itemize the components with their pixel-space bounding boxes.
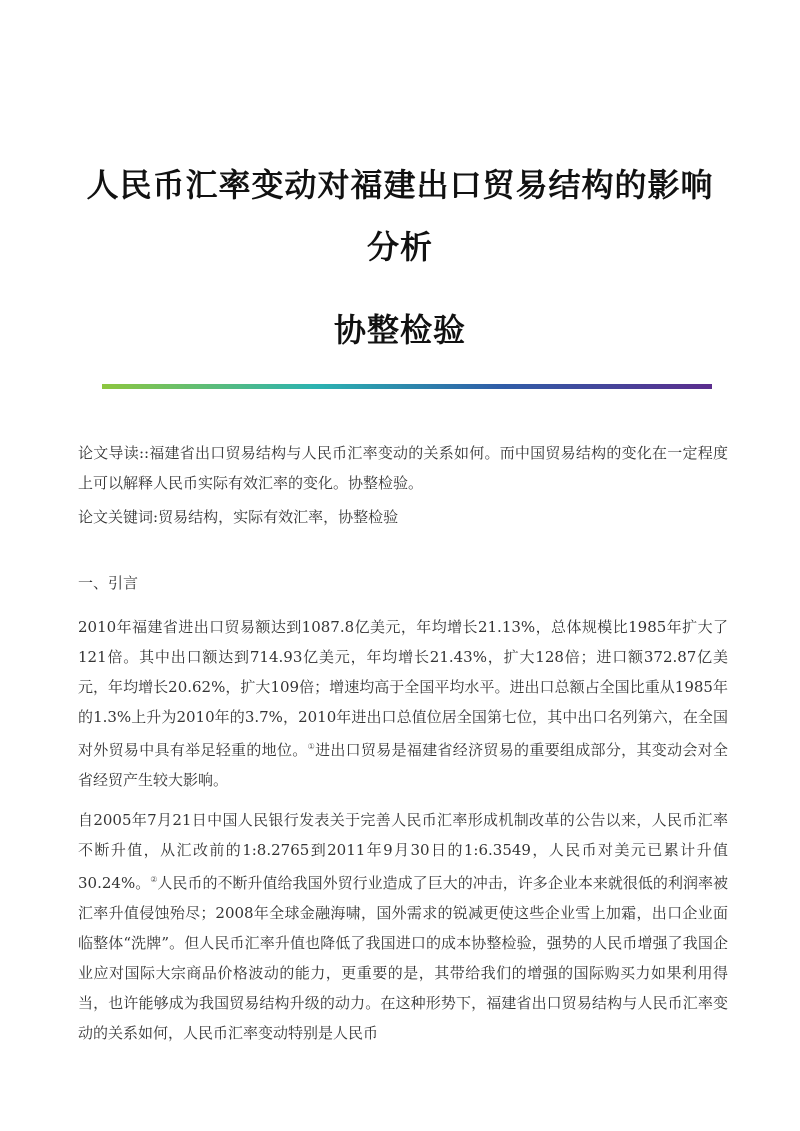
keywords [78, 502, 728, 532]
page-title-line-1: 人民币汇率变动对福建出口贸易结构的影响 [86, 166, 714, 204]
keywords-label: 论文关键词: [78, 508, 159, 526]
keywords-text: 贸易结构，实际有效汇率，协整检验 [158, 508, 399, 526]
footnote-marker-2[interactable]: ② [150, 875, 158, 884]
abstract-intro [78, 438, 728, 498]
page-subtitle: 协整检验 [333, 311, 466, 349]
paragraph-2-text: 自2005年7月21日中国人民银行发表关于完善人民币汇率形成机制改革的公告以来，人民币汇率不断升值，从汇改前的1:8.2765到2011年9月30日的1:6.3549，人民币对美元已累计升值30.24%。 [78, 811, 728, 892]
paragraph-1-tail: 进出口贸易是福建省经济贸易的重要组成部分，其变动会对全省经贸产生较大影响。 [78, 741, 728, 789]
abstract-text: :福建省出口贸易结构与人民币汇率变动的关系如何。而中国贸易结构的变化在一定程度上可以解释人民币实际有效汇率的变化。协整检验。 [78, 444, 728, 492]
paragraph-1-text: 2010年福建省进出口贸易额达到1087.8亿美元，年均增长21.13%，总体规模比1985年扩大了121倍。其中出口额达到714.93亿美元，年均增长21.43%，扩大128倍；进口额372.87亿美元，年均增长20.62%，扩大109倍；增速均高于全国平均水平。进出口总额占全国比重从1985年的1.3%上升为2010年的3.7%，2010年进出口总值位居全国第七位，其中出口名列第六，在全国对外贸易中具有举足轻重的地位。 [78, 618, 728, 759]
footnote-marker-1[interactable]: ① [307, 742, 316, 751]
abstract-label: 论文导读: [78, 444, 144, 462]
body-paragraph-1 [78, 612, 728, 795]
paragraph-2-tail: 人民币的不断升值给我国外贸行业造成了巨大的冲击，许多企业本来就很低的利润率被汇率升值侵蚀殆尽；2008年全球金融海啸，国外需求的锐减更使这些企业雪上加霜，出口企业面临整体“洗牌”。但人民币汇率升值也降低了我国进口的成本协整检验，强势的人民币增强了我国企业应对国际大宗商品价格波动的能力，更重要的是，其带给我们的增强的国际购买力如果利用得当，也许能够成为我国贸易结构升级的动力。在这种形势下，福建省出口贸易结构与人民币汇率变动的关系如何，人民币汇率变动特别是人民币 [78, 874, 728, 1042]
section-heading: 一、引言 [78, 574, 139, 592]
gradient-divider [102, 384, 712, 389]
page-title-line-2: 分析 [366, 228, 433, 266]
body-paragraph-2 [78, 805, 728, 1048]
